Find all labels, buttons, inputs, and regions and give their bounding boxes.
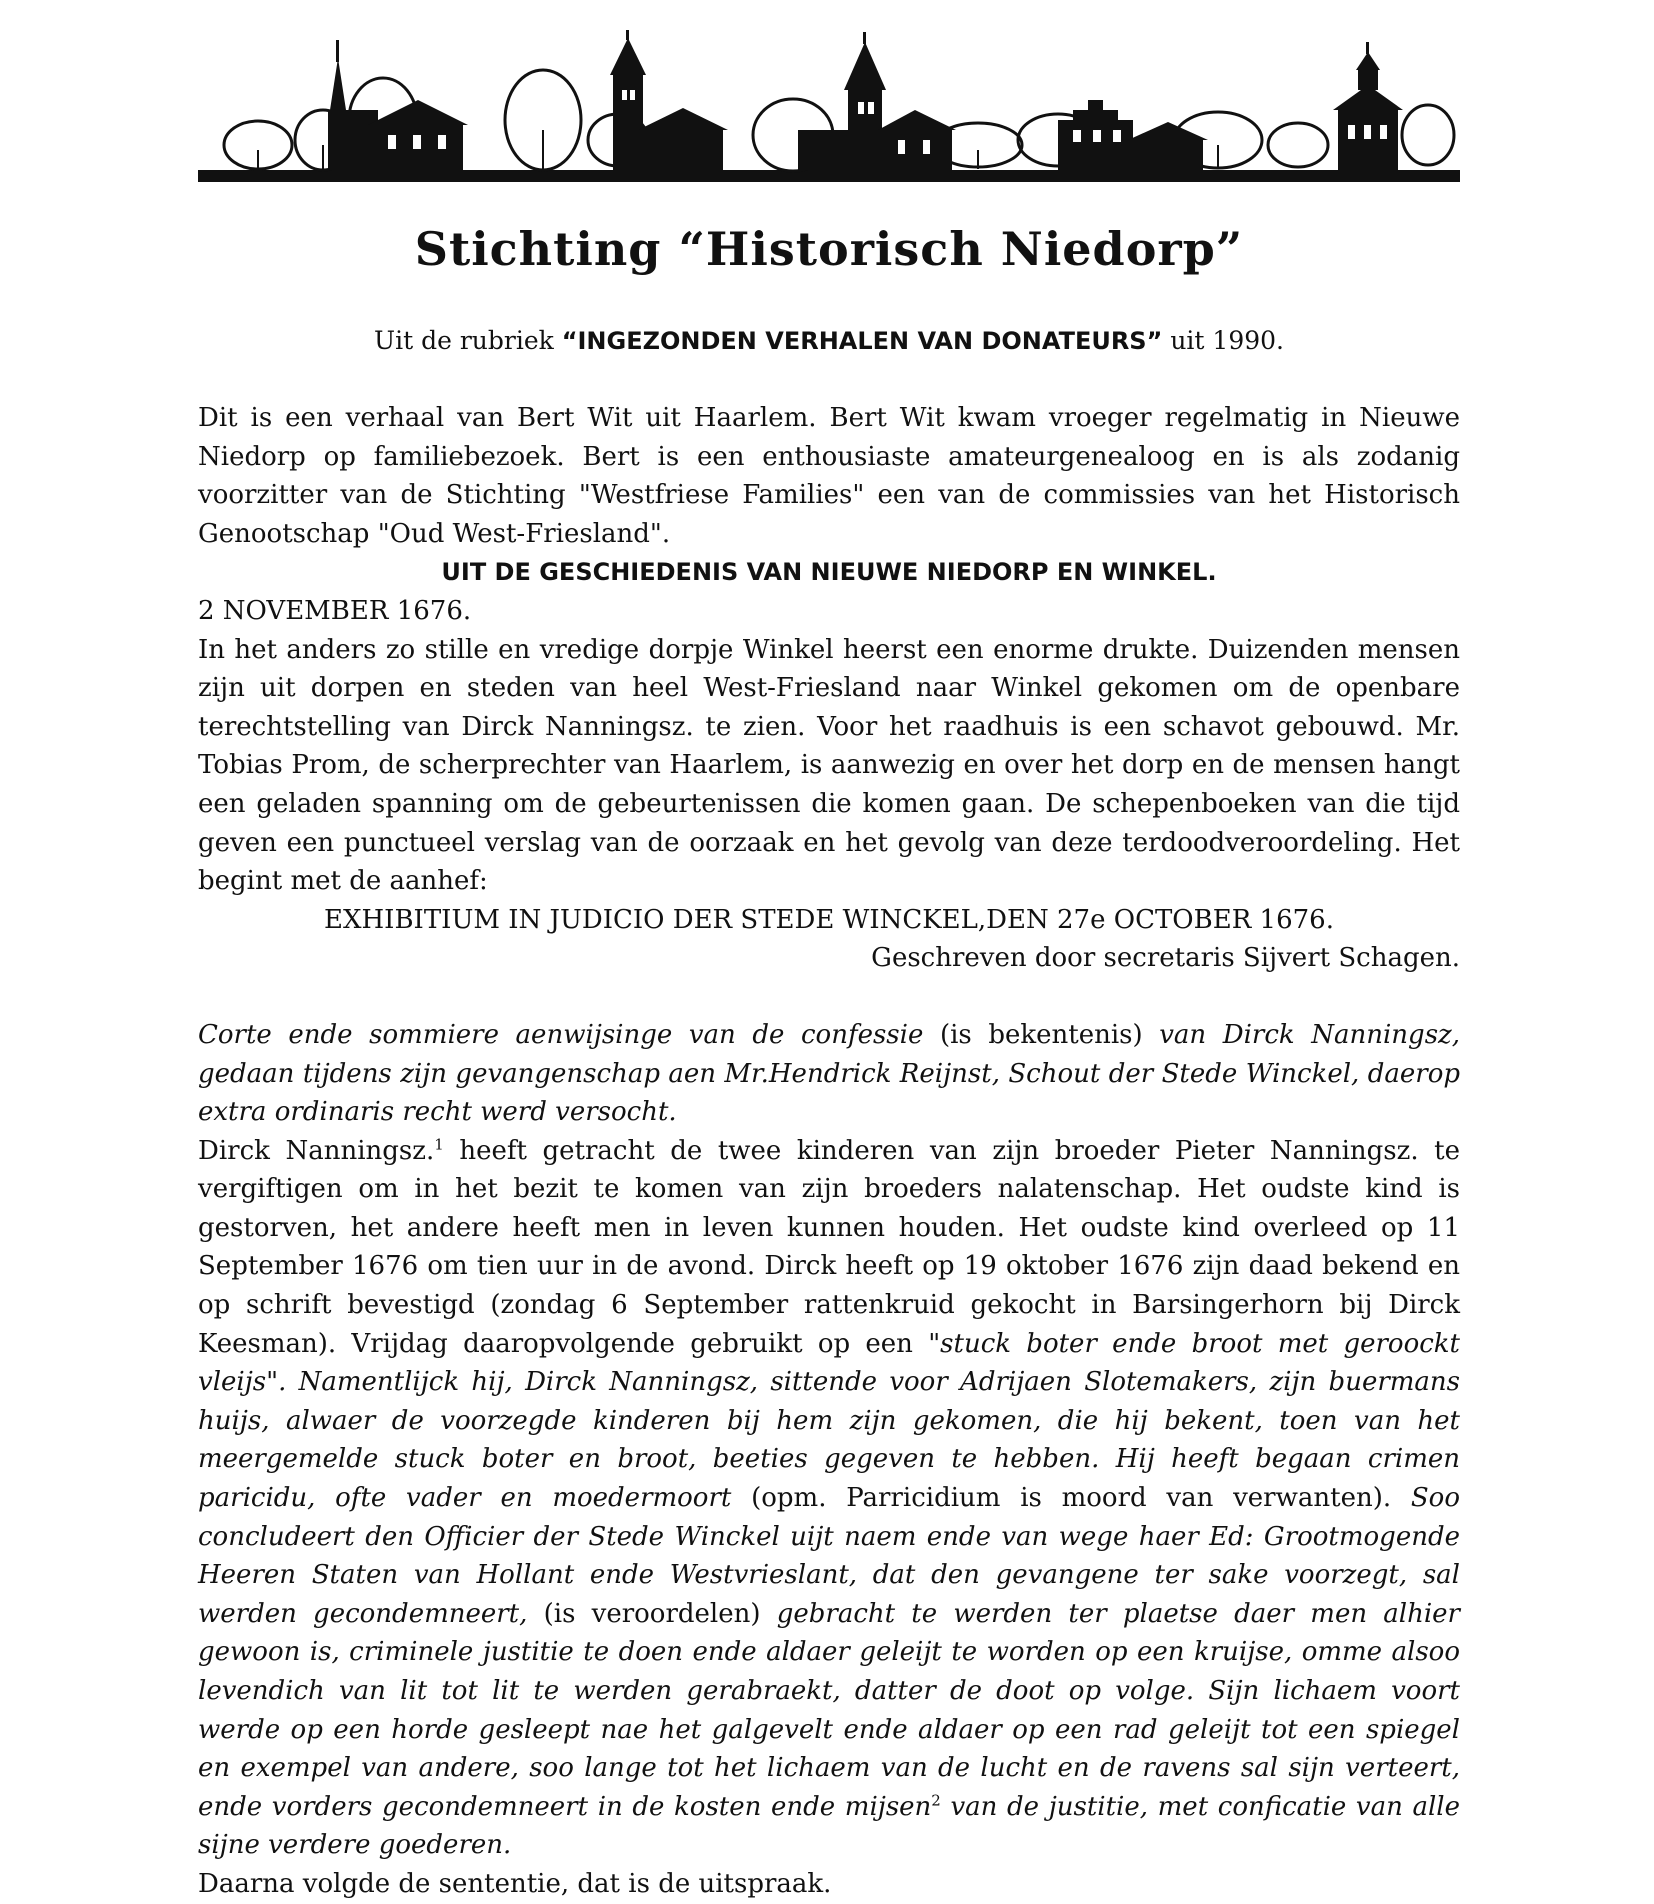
village-skyline-illustration	[198, 30, 1460, 182]
page	[198, 30, 1460, 1904]
verdict-text-1: Dirck Nanningsz.	[198, 1135, 435, 1166]
verdict-note-2: (is veroordelen)	[527, 1598, 777, 1629]
confession-italic-1: Corte ende sommiere aenwijsinge van de confessie	[198, 1019, 924, 1050]
verdict-quote-1: "stuck boter ende broot met geroockt vleijs". Namentlijck hij, Dirck Nanningsz, sittende voor Adrijaen Slotemakers, zijn buermans huijs, alwaer de voorzegde kinderen bij hem zijn gekomen, die hij bekent, toen van het meergemelde stuck boter en broot, beeties gegeven te hebben. Hij heeft begaan crimen paricidu, ofte vader en moedermoort	[198, 1328, 1460, 1514]
story-paragraph: In het anders zo stille en vredige dorpje Winkel heerst een enorme drukte. Duizenden mensen zijn uit dorpen en steden van heel West-Friesland naar Winkel gekomen om de openbare terechtstelling van Dirck Nanningsz. te zien. Voor het raadhuis is een schavot gebouwd. Mr. Tobias Prom, de scherprechter van Haarlem, is aanwezig en over het dorp en de mensen hangt een geladen spanning om de gebeurtenissen die komen gaan. De schepenboeken van die tijd geven een punctueel verslag van de oorzaak en het gevolg van deze terdoodveroordeling. Het begint met de aanhef:	[198, 634, 1460, 897]
intro-paragraph: Dit is een verhaal van Bert Wit uit Haarlem. Bert Wit kwam vroeger regelmatig in Nieuwe Niedorp op familiebezoek. Bert is een enthousiaste amateurgenealoog en is als zodanig voorzitter van de Stichting "Westfriese Families" een van de commissies van het Historisch Genootschap "Oud West-Friesland".	[198, 403, 1460, 549]
spacer	[198, 978, 1460, 1016]
verdict-quote-2: Soo concludeert den Officier der Stede Winckel uijt naem ende van wege haer Ed: Grootmogende Heeren Staten van Hollant ende Westvrieslant, dat den gevangene ter sake voorzegt, sal werden gecondemneert,	[198, 1483, 1460, 1629]
rubric-suffix: uit 1990.	[1162, 326, 1284, 355]
rubric-prefix: Uit de rubriek	[374, 326, 562, 355]
section-heading: UIT DE GESCHIEDENIS VAN NIEUWE NIEDORP EN WINKEL.	[441, 558, 1217, 587]
confession-italic-2: van Dirck Nanningsz, gedaan tijdens zijn gevangenschap aen Mr.Hendrick Reijnst, Schout der Stede Winckel, daerop extra ordinaris recht werd versocht.	[198, 1019, 1461, 1128]
rubric-line	[198, 326, 1460, 355]
author-line: Geschreven door secretaris Sijvert Schagen.	[871, 943, 1460, 974]
footnote-ref-1: 1	[434, 1135, 444, 1154]
confession-note: (is bekentenis)	[923, 1019, 1160, 1050]
footnote-ref-2: 2	[931, 1791, 941, 1810]
rubric-name: “INGEZONDEN VERHALEN VAN DONATEURS”	[561, 327, 1163, 355]
date-line: 2 NOVEMBER 1676.	[198, 595, 472, 626]
verdict-quote-3: gebracht te werden ter plaetse daer men alhier gewoon is, criminele justitie te doen ende aldaer geleijt te worden op een kruijse, omme alsoo levendich van lit tot lit te werden gerabraekt, datter de doot op volge. Sijn lichaem voort werde op een horde gesleept nae het galgevelt ende aldaer op een rad geleijt tot een spiegel en exempel van andere, soo lange tot het lichaem van de lucht en de ravens sal sijn verteert, ende vorders gecondemneert in de kosten ende mijsen	[198, 1598, 1460, 1822]
confession-intro	[198, 1016, 1460, 1132]
verdict-paragraph	[198, 1132, 1460, 1865]
page-title: Stichting “Historisch Niedorp”	[414, 222, 1244, 276]
closing-line: Daarna volgde de sententie, dat is de uitspraak.	[198, 1868, 832, 1899]
exhibitium-line: EXHIBITIUM IN JUDICIO DER STEDE WINCKEL,DEN 27e OCTOBER 1676.	[324, 904, 1334, 935]
verdict-note-1: (opm. Parricidium is moord van verwanten).	[731, 1483, 1411, 1514]
verdict-quote-4: van de justitie, met conficatie van alle sijne verdere goederen.	[198, 1791, 1460, 1861]
article-body	[198, 399, 1460, 1904]
verdict-text-2: heeft getracht de twee kinderen van zijn broeder Pieter Nanningsz. te vergiftigen om in het bezit te komen van zijn broeders nalatenschap. Het oudste kind is gestorven, het andere heeft men in leven kunnen houden. Het oudste kind overleed op 11 September 1676 om tien uur in de avond. Dirck heeft op 19 oktober 1676 zijn daad bekend en op schrift bevestigd (zondag 6 September rattenkruid gekocht in Barsingerhorn bij Dirck Keesman). Vrijdag daaropvolgende gebruikt op een	[198, 1135, 1461, 1359]
